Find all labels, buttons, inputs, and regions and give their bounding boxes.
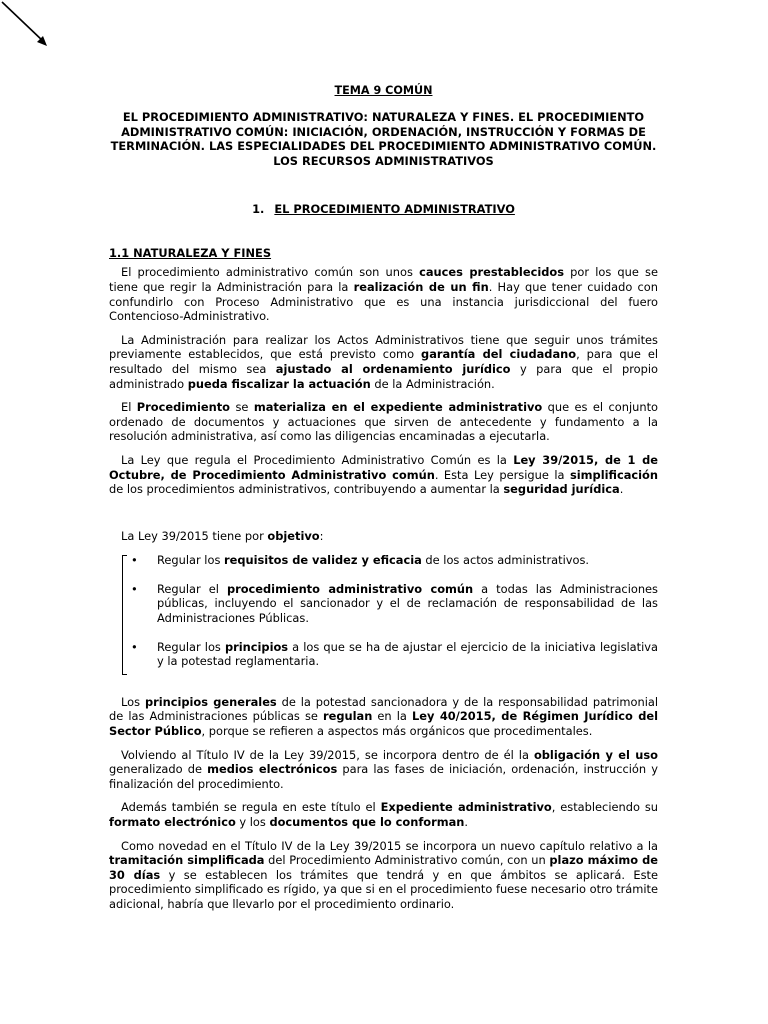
bullet-icon: •	[131, 581, 138, 596]
corner-arrow-icon	[0, 0, 52, 52]
list-item: • Regular los principios a los que se ha de ajustar el ejercicio de la iniciativa legislativa y la potestad reglamentaria.	[131, 639, 659, 669]
document-subtitle: EL PROCEDIMIENTO ADMINISTRATIVO: NATURALEZA Y FINES. EL PROCEDIMIENTO ADMINISTRATIVO COMÚN: INICIACIÓN, ORDENACIÓN, INSTRUCCIÓN Y FORMAS DE TERMINACIÓN. LAS ESPECIALIDADES DEL PROCEDIMIENTO ADMINISTRATIVO COMÚN. LOS RECURSOS ADMINISTRATIVOS	[110, 110, 657, 168]
objetivo-list	[109, 553, 658, 669]
paragraph-3: El Procedimiento se materializa en el expediente administrativo que es el conjunto ordenado de documentos y actuaciones que sirven de antecedente y fundamento a la resolución administrativa, así como las diligencias encaminadas a ejecutarla.	[109, 400, 659, 444]
paragraph-6: Volviendo al Título IV de la Ley 39/2015, se incorpora dentro de él la obligación y el uso generalizado de medios electrónicos para las fases de iniciación, ordenación, instrucción y finalización del procedimiento.	[109, 747, 658, 791]
paragraph-2: La Administración para realizar los Actos Administrativos tiene que seguir unos trámites previamente establecidos, que está previsto como garantía del ciudadano, para que el resultado del mismo sea ajustado al ordenamiento jurídico y para que el propio administrado pueda fiscalizar la actuación de la Administración.	[109, 332, 658, 391]
section-heading-1	[109, 202, 658, 216]
paragraph-8: Como novedad en el Título IV de la Ley 39/2015 se incorpora un nuevo capítulo relativo a la tramitación simplificada del Procedimiento Administrativo común, con un plazo máximo de 30 días y se establecen los trámites que tendrá y en que ámbitos se aplicará. Este procedimiento simplificado es rígido, ya que si en el procedimiento fuese necesario otro trámite adicional, habría que llevarlo por el procedimiento ordinario.	[109, 838, 658, 911]
list-item: • Regular el procedimiento administrativo común a todas las Administraciones públicas, incluyendo el sancionador y el de reclamación de responsabilidad de las Administraciones Públicas.	[131, 581, 658, 626]
paragraph-1: El procedimiento administrativo común son unos cauces prestablecidos por los que se tiene que regir la Administración para la realización de un fin. Hay que tener cuidado con confundirlo con Proceso Administrativo que es una instancia jurisdiccional del fuero Contencioso-Administrativo.	[109, 265, 658, 324]
bullet-icon: •	[131, 553, 138, 568]
list-item: • Regular los requisitos de validez y eficacia de los actos administrativos.	[131, 553, 590, 568]
bullet-icon: •	[131, 639, 138, 654]
objetivo-intro: La Ley 39/2015 tiene por objetivo:	[121, 528, 324, 543]
section-number: 1.	[252, 202, 265, 217]
section-title: EL PROCEDIMIENTO ADMINISTRATIVO	[274, 202, 515, 217]
subsection-heading: 1.1 NATURALEZA Y FINES	[109, 246, 272, 261]
document-title: TEMA 9 COMÚN	[334, 84, 433, 97]
paragraph-4: La Ley que regula el Procedimiento Administrativo Común es la Ley 39/2015, de 1 de Octubre, de Procedimiento Administrativo común. Esta Ley persigue la simplificación de los procedimientos administrativos, contribuyendo a aumentar la seguridad jurídica.	[109, 452, 658, 497]
paragraph-7: Además también se regula en este título el Expediente administrativo, estableciendo su formato electrónico y los documentos que lo conforman.	[109, 800, 658, 829]
document-page	[109, 84, 658, 912]
paragraph-5: Los principios generales de la potestad sancionadora y de la responsabilidad patrimonial de las Administraciones públicas se regulan en la Ley 40/2015, de Régimen Jurídico del Sector Público, porque se refieren a aspectos más orgánicos que procedimentales.	[109, 694, 659, 739]
